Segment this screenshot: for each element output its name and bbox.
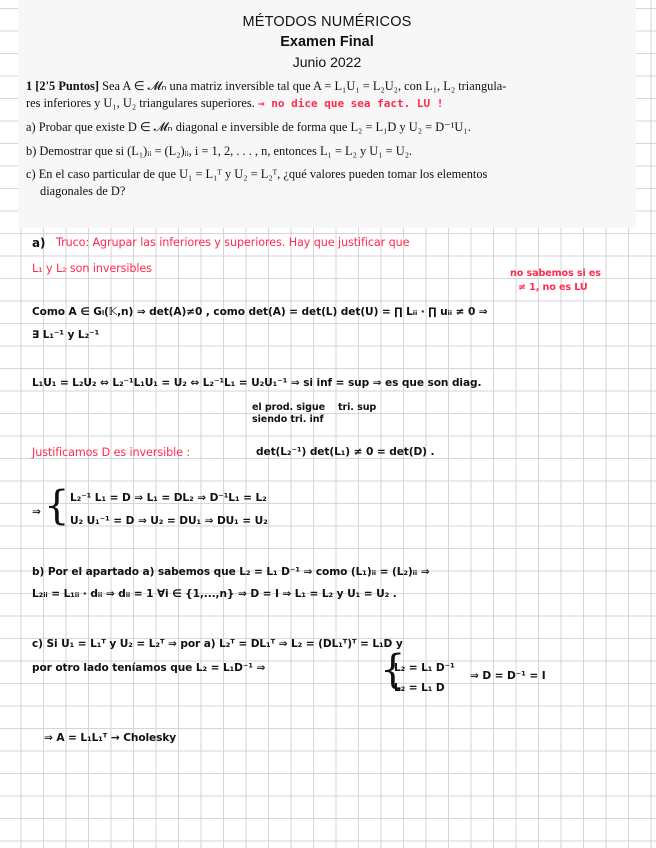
justify-label: Justificamos D es inversible : <box>32 446 190 459</box>
underbrace-note-1a: el prod. sigue <box>252 402 325 413</box>
problem-intro <box>26 78 606 112</box>
system-arrow: ⇒ <box>32 506 41 518</box>
course-title: MÉTODOS NUMÉRICOS <box>242 14 412 30</box>
exam-header <box>18 0 636 72</box>
problem-item-a: a) Probar que existe D ∈ 𝓜ₙ diagonal e inversible de forma que L₂ = L₁D y U₂ = D⁻¹U₁. <box>26 120 471 134</box>
justify-equation: det(L₂⁻¹) det(L₁) ≠ 0 = det(D) . <box>256 446 435 458</box>
problem-item-b: b) Demostrar que si (L₁)ᵢᵢ = (L₂)ᵢᵢ, i = 1, 2, . . . , n, entonces L₁ = L₂ y U₁ = U₂. <box>26 143 413 158</box>
problem-item-c-line2: diagonales de D? <box>40 183 126 198</box>
c-system-line-2: L₂ = L₁ D <box>394 682 445 694</box>
b-line-1: b) Por el apartado a) sabemos que L₂ = L₁ D⁻¹ ⇒ como (L₁)ᵢᵢ = (L₂)ᵢᵢ ⇒ <box>32 566 430 578</box>
b-line-2: L₂ᵢᵢ = L₁ᵢᵢ · dᵢᵢ ⇒ dᵢᵢ = 1 ∀i ∈ {1,...,n} ⇒ D = I ⇒ L₁ = L₂ y U₁ = U₂ . <box>32 588 397 600</box>
problem-annotation: → no dice que sea fact. LU ! <box>257 96 444 110</box>
problem-1 <box>26 78 606 199</box>
side-note-1: no sabemos si es <box>510 268 601 279</box>
c-line-2: por otro lado teníamos que L₂ = L₁D⁻¹ ⇒ <box>32 662 266 674</box>
underbrace-note-1b: siendo tri. inf <box>252 414 324 425</box>
note-a-label: a) <box>32 236 46 250</box>
c-result: ⇒ D = D⁻¹ = I <box>470 670 546 682</box>
system-brace: { <box>44 483 70 529</box>
problem-item-c <box>26 166 606 199</box>
problem-statement-2: res inferiores y U₁, U₂ triangulares superiores. <box>26 95 255 110</box>
det-line-2: ∃ L₁⁻¹ y L₂⁻¹ <box>32 329 100 341</box>
grouping-line: L₁U₁ = L₂U₂ ⇔ L₂⁻¹L₁U₁ = U₂ ⇔ L₂⁻¹L₁ = U₂U₁⁻¹ ⇒ si inf = sup ⇒ es que son diag. <box>32 377 482 389</box>
det-line-1: Como A ∈ Gₗ(𝕂,n) ⇒ det(A)≠0 , como det(A) = det(L) det(U) = ∏ Lᵢᵢ · ∏ uᵢᵢ ≠ 0 ⇒ <box>32 306 488 318</box>
note-a-trick-2: L₁ y L₂ son inversibles <box>32 262 152 275</box>
problem-item-c-line1: c) En el caso particular de que U₁ = L₁ᵀ y U₂ = L₂ᵀ, ¿qué valores pueden tomar los elementos <box>26 167 488 181</box>
side-note-2: ≠ 1, no es LU <box>518 282 588 293</box>
problem-statement-1: Sea A ∈ 𝓜ₙ una matriz inversible tal que A = L₁U₁ = L₂U₂, con L₁, L₂ triangula- <box>102 79 507 93</box>
final-result: ⇒ A = L₁L₁ᵀ → Cholesky <box>44 732 177 744</box>
system-line-2: U₂ U₁⁻¹ = D ⇒ U₂ = DU₁ ⇒ DU₁ = U₂ <box>70 515 268 527</box>
c-system-brace: { <box>380 647 406 693</box>
exam-date: Junio 2022 <box>292 54 362 70</box>
problem-points: 1 [2'5 Puntos] <box>26 79 99 93</box>
exam-title: Examen Final <box>280 34 374 50</box>
note-a-trick-1: Truco: Agrupar las inferiores y superiores. Hay que justificar que <box>56 236 410 249</box>
underbrace-note-2: tri. sup <box>338 402 377 413</box>
c-line-1: c) Si U₁ = L₁ᵀ y U₂ = L₂ᵀ ⇒ por a) L₂ᵀ = DL₁ᵀ ⇒ L₂ = (DL₁ᵀ)ᵀ = L₁D y <box>32 638 403 650</box>
c-system-line-1: L₂ = L₁ D⁻¹ <box>394 662 455 674</box>
system-line-1: L₂⁻¹ L₁ = D ⇒ L₁ = DL₂ ⇒ D⁻¹L₁ = L₂ <box>70 492 267 504</box>
